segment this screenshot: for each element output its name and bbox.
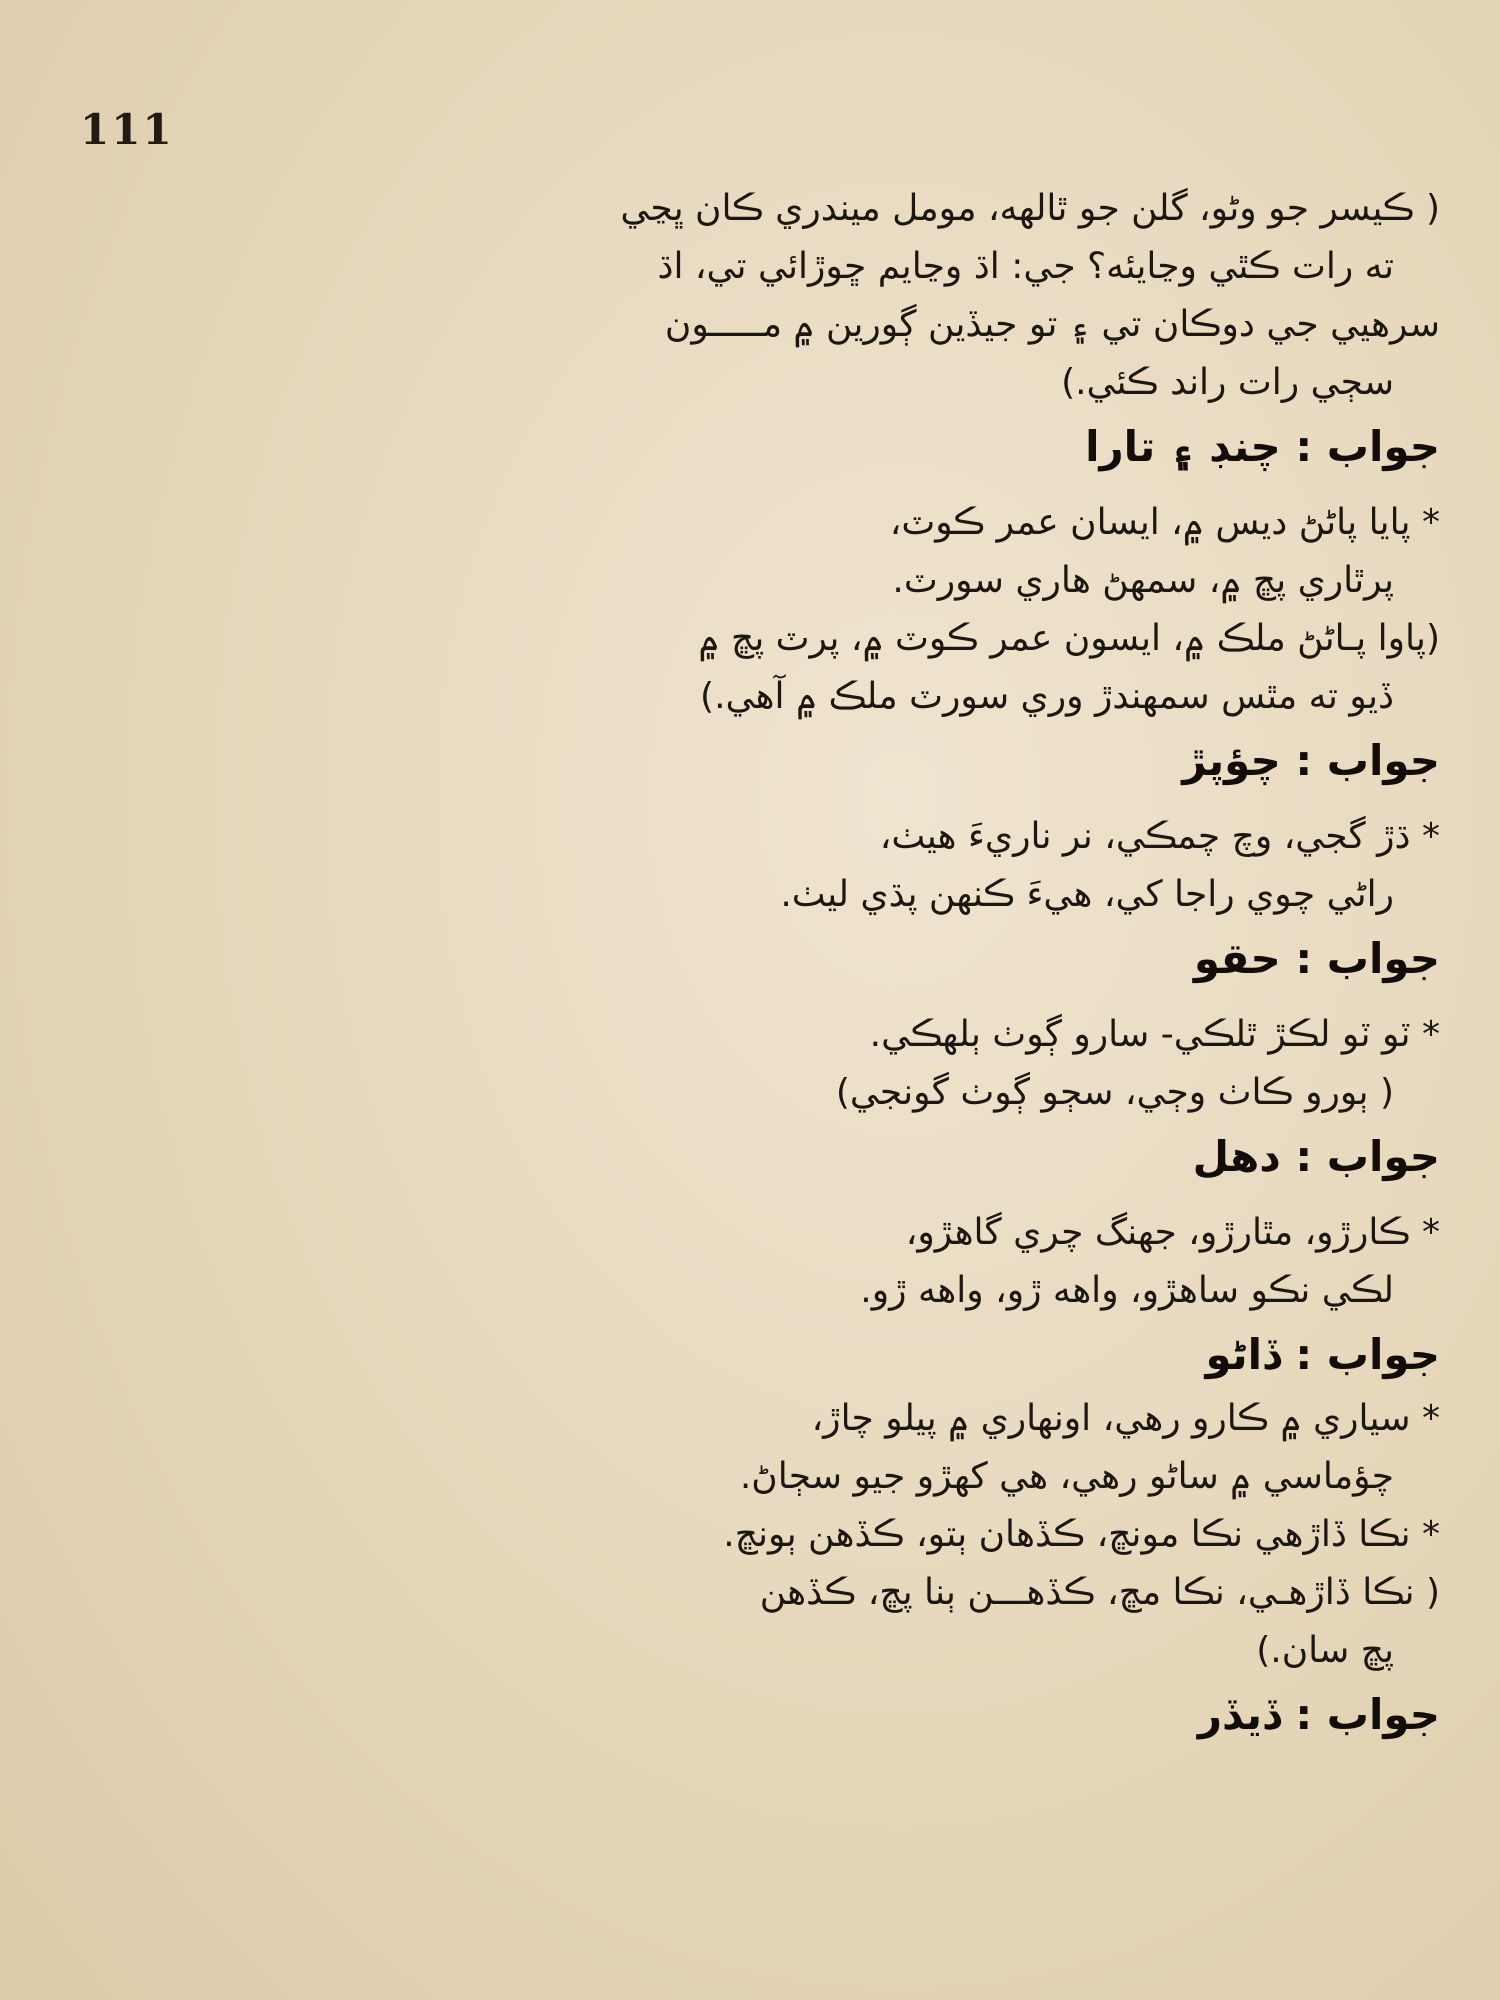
riddle-line: (پاوا پـاڻڻ ملڪ ۾، ايسون عمر ڪوٽ ۾، پرٽ پڇ ۾: [698, 618, 1440, 659]
riddle-line: ( نڪا ڏاڙهـي، نڪا مڇ، ڪڏهـــن ٻنا پڇ، ڪڏهن: [759, 1572, 1440, 1613]
riddle-line: * پايا پاڻڻ ديس ۾، ايسان عمر ڪوٽ،: [889, 502, 1440, 543]
riddle-line: راڻي چوي راجا کي، هيءَ ڪنهن پڌي ليٺ.: [780, 874, 1394, 915]
riddle-answer: جواب : حقو: [1193, 934, 1440, 983]
riddle-line: لڪي نڪو ساهڙو، واهه ڙو، واهه ڙو.: [860, 1270, 1394, 1311]
riddle-answer: جواب : چنڊ ۽ تارا: [1085, 422, 1440, 471]
riddle-line: ( ٻورو ڪاٺ وڄي، سڄو ڳوٺ گونجي): [835, 1072, 1394, 1113]
riddle-line: سرهيي جي دوڪان تي ۽ تو جيڏين ڳورين ۾ مـــــون: [664, 304, 1440, 345]
riddle-line: ڏيو ته مٿس سمهندڙ وري سورٽ ملڪ ۾ آهي.): [700, 676, 1394, 717]
riddle-line: چؤماسي ۾ ساڻو رهي، هي کهڙو جيو سڄاڻ.: [739, 1456, 1394, 1497]
riddle-line: ( ڪيسر جو وڻو، گلن جو ٿالهه، مومل ميندري ڪان ڀڃي: [620, 188, 1440, 229]
riddle-line: * ڌڙ گجي، وچ چمڪي، نر ناريءَ هيٺ،: [879, 816, 1440, 857]
riddle-text: [70, 180, 1440, 1750]
riddle-answer: جواب : دهل: [1192, 1132, 1440, 1181]
riddle-line: ته رات ڪٿي وڃايئه؟ جي: اڌ وڃايم ڇوڙائي تي، اڌ: [657, 246, 1394, 287]
riddle-line: * نڪا ڏاڙهي نڪا مونڇ، ڪڏهان ٻتو، ڪڏهن ٻونڇ.: [723, 1514, 1440, 1555]
riddle-line: * ڪارڙو، مٿارڙو، جهنگ چري گاهڙو،: [905, 1212, 1440, 1253]
riddle-answer: جواب : ڏاڻو: [1205, 1330, 1440, 1379]
riddle-line: پرٿاري پڇ ۾، سمهڻ هاري سورٽ.: [892, 560, 1394, 601]
page-number: 111: [80, 105, 174, 154]
riddle-line: سڄي رات راند ڪئي.): [1061, 362, 1394, 403]
riddle-answer: جواب : چؤپڙ: [1182, 736, 1440, 785]
riddle-line: پڇ سان.): [1256, 1630, 1394, 1671]
riddle-line: * سياري ۾ ڪارو رهي، اونهاري ۾ پيلو چاڙ،: [811, 1398, 1440, 1439]
riddle-answer: جواب : ڏيڏر: [1197, 1690, 1440, 1739]
riddle-line: * ٽو ٽو لڪڙ ٿلڪي- سارو ڳوٺ ٻلهڪي.: [869, 1014, 1440, 1055]
